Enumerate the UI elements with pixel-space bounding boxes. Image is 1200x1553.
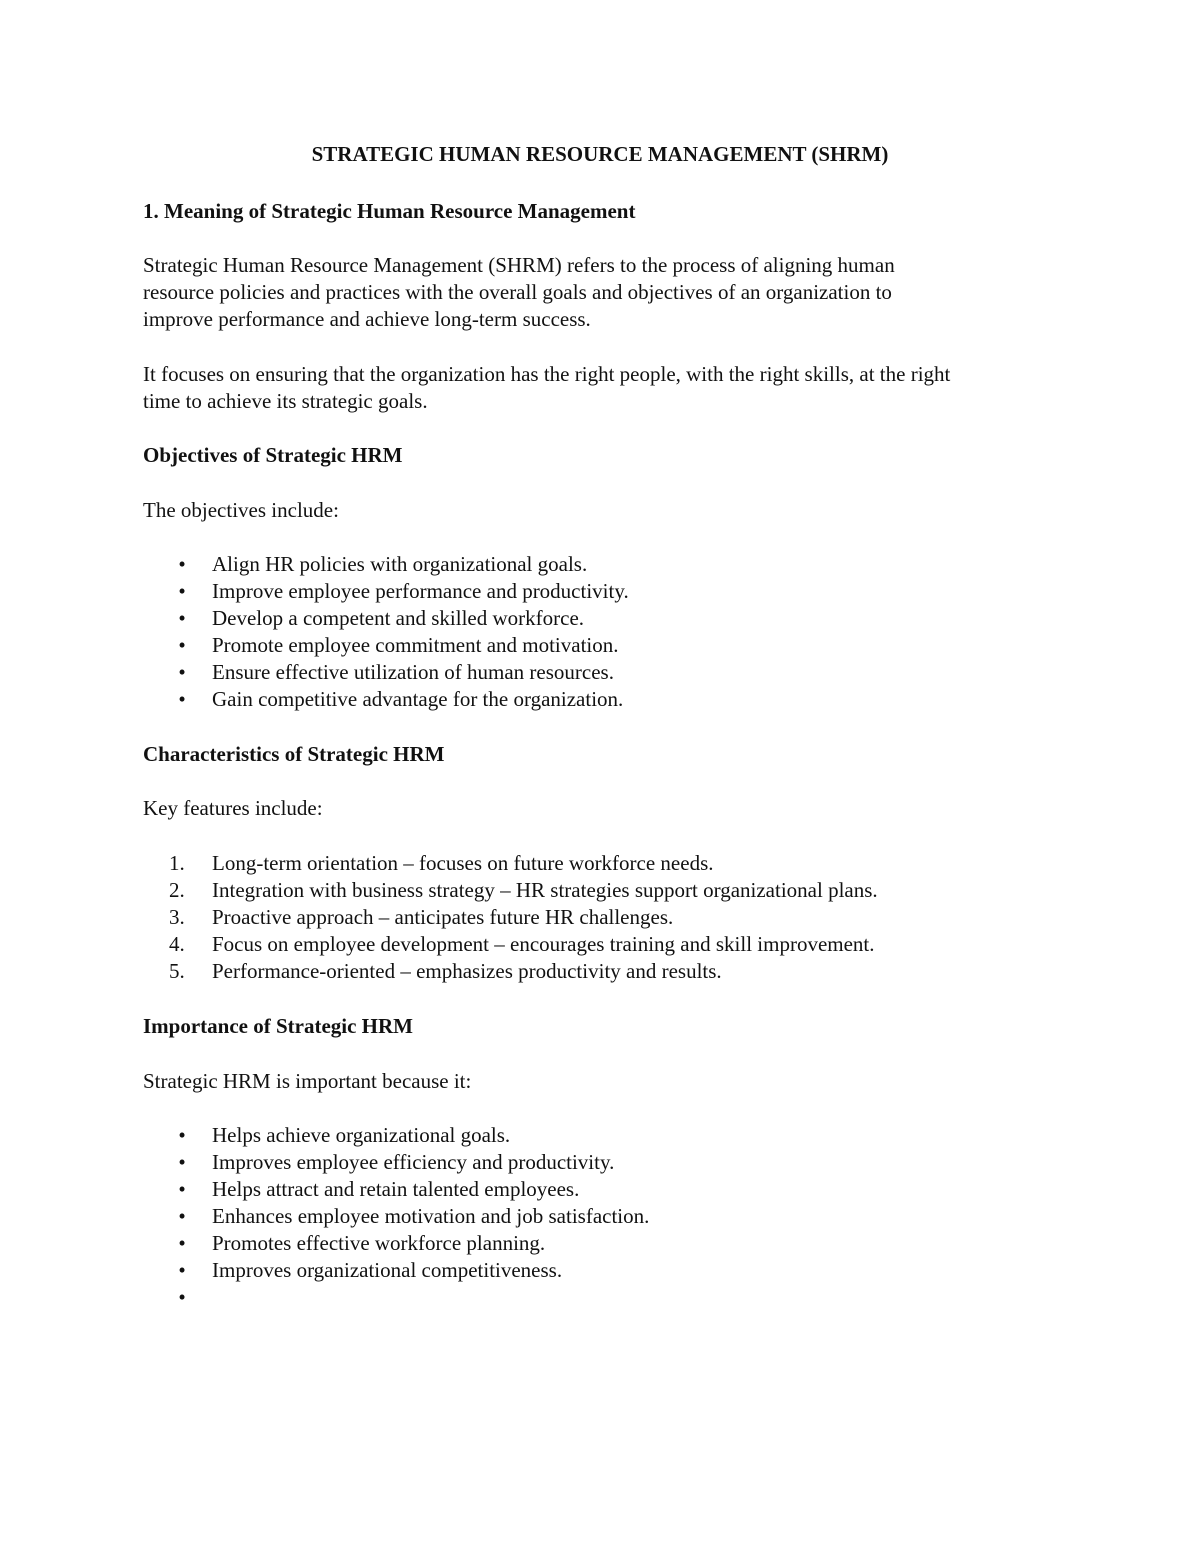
list-item-text: Helps attract and retain talented employees. [212,1177,580,1201]
list-item-text: Improve employee performance and productivity. [212,579,629,603]
objectives-list [143,551,629,713]
bullet-icon: • [178,606,186,630]
bullet-icon: • [178,1285,186,1309]
list-number: 3. [169,905,185,929]
section-heading-characteristics: Characteristics of Strategic HRM [143,742,445,766]
list-item-text: Promotes effective workforce planning. [212,1231,546,1255]
list-item [143,1230,649,1257]
list-number: 5. [169,959,185,983]
list-item-text: Align HR policies with organizational goals. [212,552,588,576]
list-item [143,605,629,632]
bullet-icon: • [178,633,186,657]
list-item-text: Proactive approach – anticipates future HR challenges. [212,905,674,929]
bullet-icon: • [178,579,186,603]
document-title: STRATEGIC HUMAN RESOURCE MANAGEMENT (SHRM) [311,142,889,166]
list-item-text: Improves employee efficiency and productivity. [212,1150,615,1174]
list-item [143,850,878,877]
bullet-icon: • [178,660,186,684]
paragraph-line: Strategic Human Resource Management (SHRM) refers to the process of aligning human [143,253,895,277]
list-item [143,686,629,713]
bullet-icon: • [178,687,186,711]
list-item [143,877,878,904]
list-number: 1. [169,851,185,875]
list-number: 4. [169,932,185,956]
bullet-icon: • [178,1177,186,1201]
list-item-text: Helps achieve organizational goals. [212,1123,511,1147]
paragraph-line: time to achieve its strategic goals. [143,389,428,413]
list-item-text: Promote employee commitment and motivation. [212,633,619,657]
list-item [143,958,878,985]
bullet-icon: • [178,1204,186,1228]
list-item-text: Focus on employee development – encourages training and skill improvement. [212,932,875,956]
characteristics-intro: Key features include: [143,796,323,820]
characteristics-list [143,850,878,985]
list-item [143,1203,649,1230]
bullet-icon: • [178,1231,186,1255]
paragraph-line: It focuses on ensuring that the organization has the right people, with the right skills, at the right [143,362,951,386]
list-item [143,578,629,605]
list-item-text: Improves organizational competitiveness. [212,1258,563,1282]
list-item-text: Integration with business strategy – HR strategies support organizational plans. [212,878,878,902]
list-item-text: Gain competitive advantage for the organization. [212,687,624,711]
bullet-icon: • [178,552,186,576]
list-item [143,1257,649,1284]
section-heading-importance: Importance of Strategic HRM [143,1014,414,1038]
list-number: 2. [169,878,185,902]
list-item [143,1149,649,1176]
list-item-text: Long-term orientation – focuses on future workforce needs. [212,851,714,875]
bullet-icon: • [178,1258,186,1282]
list-item-text: Develop a competent and skilled workforce. [212,606,585,630]
bullet-icon: • [178,1123,186,1147]
meaning-paragraph-2 [143,361,1063,415]
list-item [143,1284,649,1311]
section-heading-meaning: 1. Meaning of Strategic Human Resource Management [143,199,636,223]
paragraph-line: improve performance and achieve long-term success. [143,307,591,331]
list-item [143,632,629,659]
list-item [143,551,629,578]
list-item [143,1176,649,1203]
list-item [143,659,629,686]
list-item-text: Enhances employee motivation and job satisfaction. [212,1204,650,1228]
list-item [143,1122,649,1149]
list-item [143,931,878,958]
list-item-text: Ensure effective utilization of human resources. [212,660,614,684]
bullet-icon: • [178,1150,186,1174]
importance-list [143,1122,649,1311]
list-item [143,904,878,931]
meaning-paragraph-1 [143,252,1063,333]
list-item-text: Performance-oriented – emphasizes productivity and results. [212,959,722,983]
paragraph-line: resource policies and practices with the overall goals and objectives of an organization to [143,280,892,304]
section-heading-objectives: Objectives of Strategic HRM [143,443,403,467]
objectives-intro: The objectives include: [143,498,339,522]
importance-intro: Strategic HRM is important because it: [143,1069,472,1093]
